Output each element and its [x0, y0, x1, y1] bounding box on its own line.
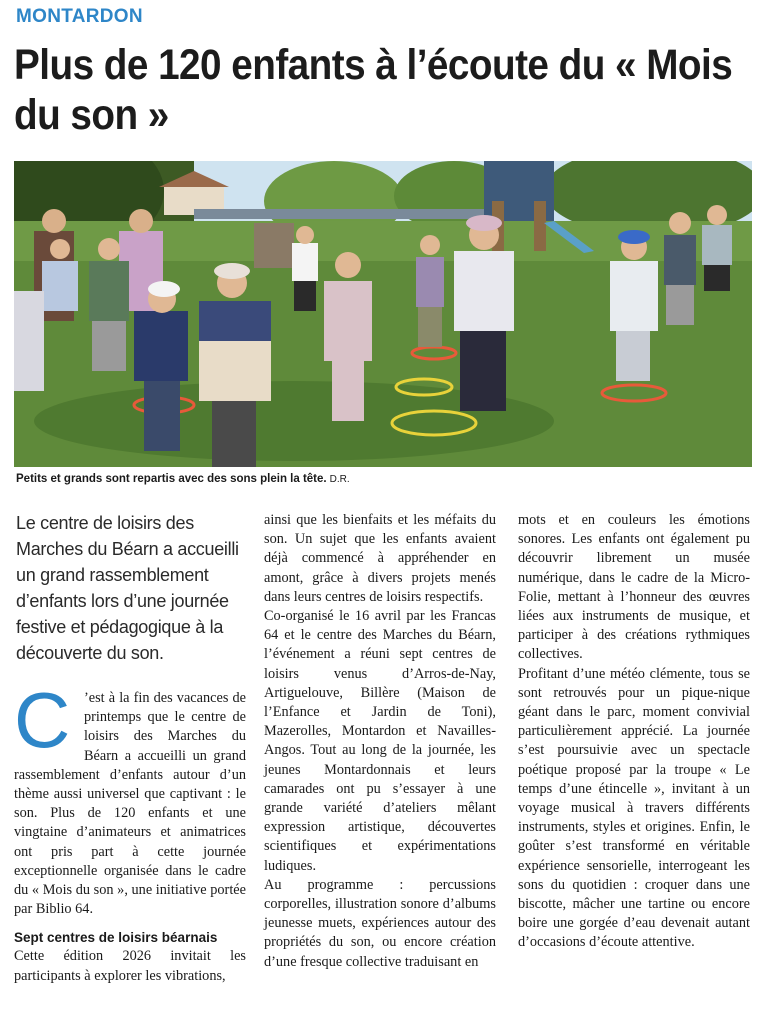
section-kicker: MONTARDON	[16, 6, 143, 27]
body-paragraph-3: Co-organisé le 16 avril par les Francas 64 et le centre des Marches du Béarn, l’événement a réuni sept centres de loisirs venus d’Arros-de-Nay, Artiguelouve, Billère (Maison de l’Enfance et Jardin de Toni), Mazerolles, Montardon et Navailles-Angos. Tout au long de la journée, les jeunes Montardonnais et leurs camarades ont pu s’essayer à une grande variété d’ateliers mêlant expression artistique, découvertes scientifiques et expérimentations ludiques.	[264, 608, 496, 874]
article-chapo: Le centre de loisirs des Marches du Béarn a accueilli un grand rassemblement d’enfants lors d’une journée festive et pédagogique à la découverte du son.	[16, 513, 239, 663]
article-headline: Plus de 120 enfants à l’écoute du « Mois du son »	[14, 41, 733, 139]
photo-credit: D.R.	[329, 474, 350, 485]
article-column-1	[14, 689, 246, 986]
article-photo	[14, 161, 752, 467]
body-paragraph-4: Au programme : percussions corporelles, illustration sonore d’albums jeunesse muets, expériences autour des propriétés du son, ou encore création d’une fresque collective traduisant en	[264, 876, 496, 970]
caption-text: Petits et grands sont repartis avec des sons plein la tête.	[16, 473, 327, 485]
photo-illustration	[14, 161, 752, 467]
section-subhead: Sept centres de loisirs béarnais	[14, 930, 218, 946]
body-paragraph-4-cont: mots et en couleurs les émotions sonores. Les enfants ont également pu découvrir librement un musée numérique, dans le cadre de la Micro-Folie, mettant à l’honneur des œuvres liées aux instruments de musique, et participer à des créations rythmiques collectives.	[518, 512, 750, 663]
article-column-3	[518, 511, 750, 953]
dropcap-letter	[14, 691, 78, 751]
photo-caption	[16, 473, 756, 485]
svg-text:C: C	[14, 691, 71, 751]
body-intro: ’est à la fin des vacances de printemps que le centre de loisirs des Marches du Béarn a accueilli un grand rassemblement d’enfants autour d’un thème aussi universel que captivant : le son. Plus de 120 enfants et une vingtaine d’animateurs et animatrices ont pris part à cette journée exceptionnelle organisée dans le cadre du « Mois du son », une initiative portée par Biblio 64.	[14, 690, 246, 918]
body-paragraph-2-start: Cette édition 2026 invitait les participants à explorer les vibrations,	[14, 948, 246, 984]
body-paragraph-5: Profitant d’une météo clémente, tous se sont retrouvés pour un pique-nique géant dans le parc, moment convivial particulièrement apprécié. La journée s’est poursuivie avec un spectacle poétique proposé par la troupe « Le temps d’une étincelle », invitant à un voyage musical à travers différents instruments, styles et origines. Enfin, le goûter s’est transformé en véritable expérience sensorielle, interrogeant les sons du quotidien : croquer dans une biscotte, mâcher une tartine ou encore boire une gorgée d’eau devenait autant d’occasions d’écoute attentive.	[518, 665, 750, 951]
article-column-2	[264, 511, 496, 972]
body-paragraph-2-cont: ainsi que les bienfaits et les méfaits du son. Un sujet que les enfants avaient déjà commencé à appréhender en amont, grâce à divers projets menés dans leurs centres de loisirs respectifs.	[264, 512, 496, 605]
